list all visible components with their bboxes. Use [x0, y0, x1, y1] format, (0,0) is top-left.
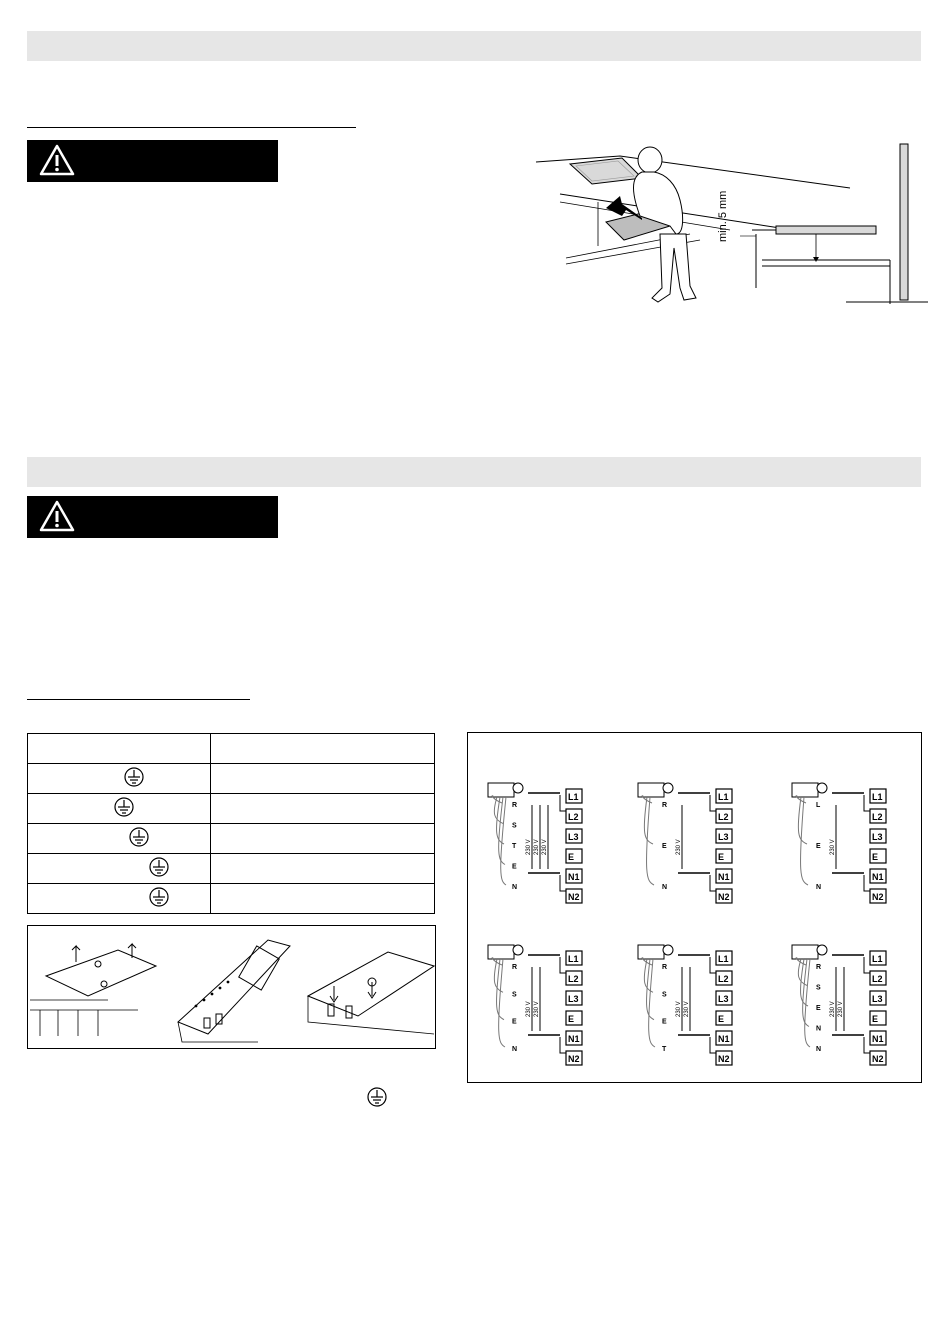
table-row: [28, 794, 435, 824]
bridge-line: [710, 1037, 716, 1053]
warning-triangle-icon: [39, 500, 75, 532]
warning-box-1: [27, 140, 278, 182]
bridge-line: [864, 1037, 870, 1053]
terminal-label: L1: [568, 792, 579, 802]
terminal-label: E: [872, 1014, 879, 1024]
wiring-diagrams: [468, 733, 921, 1082]
cable-clamp: [792, 945, 818, 959]
wire-label: S: [816, 984, 821, 992]
wire-label: N: [816, 884, 822, 891]
screw-icon: [663, 945, 673, 955]
wire-label: S: [512, 991, 517, 999]
wiring-diagram: [792, 945, 886, 1065]
wire-label: T: [662, 1046, 667, 1053]
wire: [499, 959, 505, 1047]
cable-clamp: [488, 783, 514, 797]
ground-icon: [367, 1087, 387, 1107]
wire: [649, 959, 655, 1047]
terminal-label: E: [718, 1014, 725, 1024]
wiring-diagram: [488, 945, 582, 1065]
bridge-line: [710, 957, 716, 973]
screw-icon: [513, 945, 523, 955]
wire-label: E: [816, 843, 821, 850]
connection-table: [27, 733, 435, 914]
wire: [499, 797, 505, 865]
terminal-label: N1: [568, 1034, 580, 1044]
wiring-diagram: [792, 783, 886, 903]
cable-clamp: [792, 783, 818, 797]
terminal-label: E: [568, 1014, 575, 1024]
terminal-label: L1: [872, 954, 883, 964]
wire-label: E: [662, 1018, 667, 1026]
cable-clamp: [638, 783, 664, 797]
ground-icon: [124, 767, 144, 787]
wire-label: R: [512, 964, 518, 971]
ground-icon: [149, 857, 169, 877]
voltage-label: 230 V: [526, 1001, 532, 1017]
terminal-label: L3: [568, 994, 579, 1004]
section-header-bar-1: [27, 31, 921, 61]
terminal-block-illustration: [27, 925, 436, 1049]
wire-label: E: [512, 863, 517, 871]
terminal-label: E: [568, 852, 575, 862]
terminal-label: L3: [872, 994, 883, 1004]
terminal-label: N1: [718, 872, 730, 882]
terminal-label: L2: [872, 974, 883, 984]
ground-icon: [129, 827, 149, 847]
bridge-line: [560, 1037, 566, 1053]
terminal-block-drawing: [28, 926, 435, 1048]
terminal-label: N2: [568, 892, 580, 902]
wire-label: R: [512, 802, 518, 809]
screw-icon: [817, 783, 827, 793]
screw-icon: [817, 945, 827, 955]
table-row: [28, 884, 435, 914]
wire-label: E: [816, 1005, 821, 1012]
bridge-line: [710, 875, 716, 891]
terminal-label: L2: [718, 974, 729, 984]
wire: [803, 959, 809, 1027]
ground-icon: [114, 797, 134, 817]
wire-label: R: [662, 964, 668, 971]
terminal-label: N2: [718, 892, 730, 902]
voltage-label: 230 V: [830, 839, 836, 855]
terminal-label: E: [718, 852, 725, 862]
table-row: [28, 764, 435, 794]
bridge-line: [560, 875, 566, 891]
terminal-label: L3: [872, 832, 883, 842]
warning-triangle-icon: [39, 144, 75, 176]
bridge-line: [560, 957, 566, 973]
subsection-underline-1: [27, 127, 356, 128]
terminal-label: N1: [718, 1034, 730, 1044]
bridge-line: [710, 795, 716, 811]
wiring-diagram: [488, 783, 582, 903]
wire-label: S: [512, 822, 517, 830]
terminal-label: N1: [872, 1034, 884, 1044]
warning-box-2: [27, 496, 278, 538]
terminal-label: N2: [718, 1054, 730, 1064]
voltage-label: 230 V: [676, 1001, 682, 1017]
terminal-label: L3: [568, 832, 579, 842]
wire-label: N: [512, 1046, 518, 1053]
clearance-label: min. 5 mm: [717, 190, 729, 242]
table-row: [28, 854, 435, 884]
terminal-label: L2: [872, 812, 883, 822]
wire-label: N: [816, 1046, 822, 1053]
terminal-label: E: [872, 852, 879, 862]
voltage-label: 230 V: [684, 1001, 690, 1017]
terminal-label: L2: [568, 974, 579, 984]
voltage-label: 230 V: [838, 1001, 844, 1017]
wiring-diagrams-panel: [467, 732, 922, 1083]
cable-clamp: [638, 945, 664, 959]
wiring-diagram: [638, 945, 732, 1065]
table-header-row: [28, 734, 435, 764]
wire: [801, 797, 808, 885]
terminal-label: L1: [718, 954, 729, 964]
terminal-label: N1: [568, 872, 580, 882]
wire-label: R: [662, 802, 668, 809]
table-row: [28, 824, 435, 854]
voltage-label: 230 V: [534, 1001, 540, 1017]
terminal-label: L1: [568, 954, 579, 964]
voltage-label: 230 V: [676, 839, 682, 855]
terminal-label: N1: [872, 872, 884, 882]
wire-label: S: [662, 991, 667, 999]
installation-figure: [530, 138, 930, 318]
voltage-label: 230 V: [830, 1001, 836, 1017]
voltage-label: 230 V: [542, 839, 548, 855]
terminal-label: L2: [718, 812, 729, 822]
terminal-label: N2: [872, 1054, 884, 1064]
bridge-line: [864, 875, 870, 891]
bridge-line: [864, 795, 870, 811]
bridge-line: [560, 795, 566, 811]
wire-label: E: [662, 843, 667, 850]
terminal-label: N2: [568, 1054, 580, 1064]
terminal-label: N2: [872, 892, 884, 902]
wire-label: N: [512, 884, 518, 891]
voltage-label: 230 V: [526, 839, 532, 855]
screw-icon: [663, 783, 673, 793]
wire: [647, 797, 654, 885]
wire-label: T: [512, 843, 517, 850]
voltage-label: 230 V: [534, 839, 540, 855]
wire-label: E: [512, 1018, 517, 1026]
section-header-bar-2: [27, 457, 921, 487]
terminal-label: L3: [718, 994, 729, 1004]
wire-label: N: [816, 1025, 822, 1033]
terminal-label: L3: [718, 832, 729, 842]
ground-icon: [149, 887, 169, 907]
cable-clamp: [488, 945, 514, 959]
screw-icon: [513, 783, 523, 793]
wire-label: L: [816, 802, 821, 809]
terminal-label: L1: [718, 792, 729, 802]
terminal-label: L2: [568, 812, 579, 822]
subsection-underline-2: [27, 699, 250, 700]
wire-label: N: [662, 884, 668, 891]
terminal-label: L1: [872, 792, 883, 802]
wiring-diagram: [638, 783, 732, 903]
wire-label: R: [816, 964, 822, 971]
bridge-line: [864, 957, 870, 973]
